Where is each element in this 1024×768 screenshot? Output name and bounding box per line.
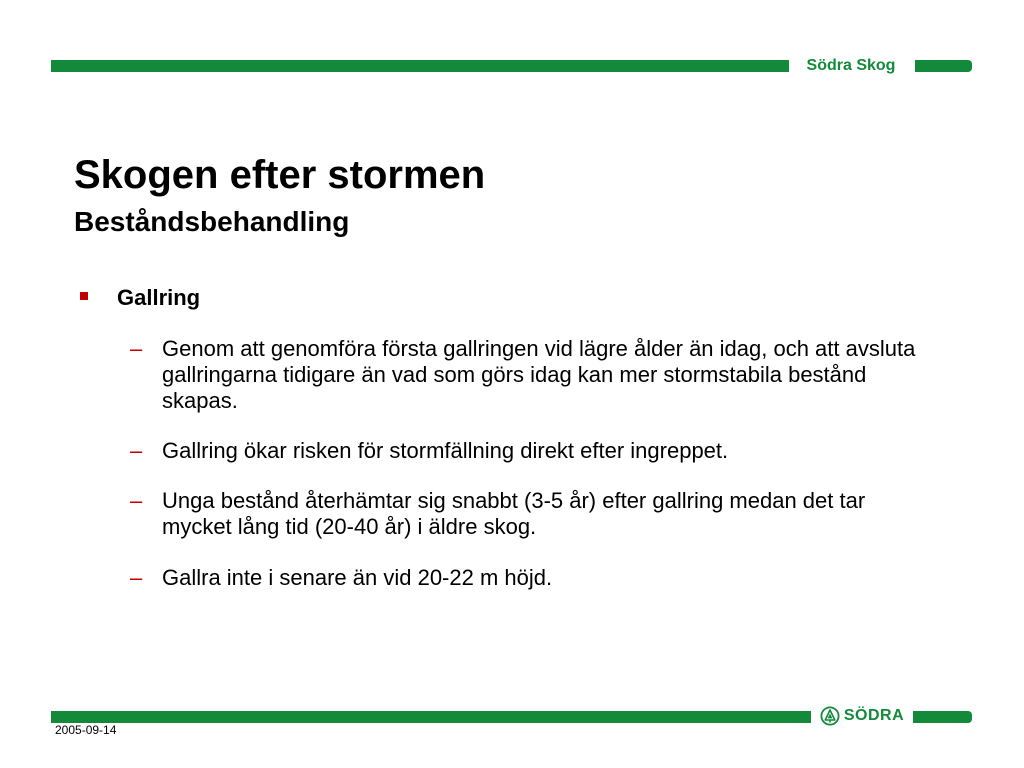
subbullet-text: Unga bestånd återhämtar sig snabbt (3-5 år) efter gallring medan det tar mycket lång tid (20-40 år) i äldre skog. bbox=[162, 488, 866, 539]
slide-subtitle: Beståndsbehandling bbox=[74, 206, 350, 237]
dash-bullet: – bbox=[130, 488, 143, 513]
dash-bullet: – bbox=[130, 565, 143, 590]
footer-date: 2005-09-14 bbox=[55, 723, 117, 737]
footer-logo-text: SÖDRA bbox=[843, 707, 905, 724]
subbullet-text: Genom att genomföra första gallringen vid lägre ålder än idag, och att avsluta gallringarna tidigare än vad som görs idag kan mer stormstabila bestånd skapas. bbox=[162, 336, 916, 413]
subbullet-item bbox=[130, 438, 930, 464]
header-brand: Södra Skog bbox=[806, 57, 896, 74]
subbullet-text: Gallring ökar risken för stormfällning direkt efter ingreppet. bbox=[162, 438, 729, 463]
subbullet-item bbox=[130, 336, 930, 414]
bullet-item bbox=[80, 284, 960, 312]
square-bullet-icon bbox=[80, 292, 88, 300]
header-bar-left bbox=[51, 60, 789, 72]
dash-bullet: – bbox=[130, 438, 143, 463]
sodra-logo-icon bbox=[820, 706, 840, 726]
bullet-label: Gallring bbox=[117, 285, 201, 310]
sodra-logo bbox=[814, 703, 910, 729]
dash-bullet: – bbox=[130, 336, 143, 361]
header-bar-right bbox=[915, 60, 972, 72]
subbullet-item bbox=[130, 488, 930, 540]
footer-bar-right bbox=[913, 711, 972, 723]
footer-bar-left bbox=[51, 711, 811, 723]
slide-title: Skogen efter stormen bbox=[74, 153, 486, 197]
subbullet-item bbox=[130, 565, 930, 591]
subbullet-text: Gallra inte i senare än vid 20-22 m höjd. bbox=[162, 565, 553, 590]
